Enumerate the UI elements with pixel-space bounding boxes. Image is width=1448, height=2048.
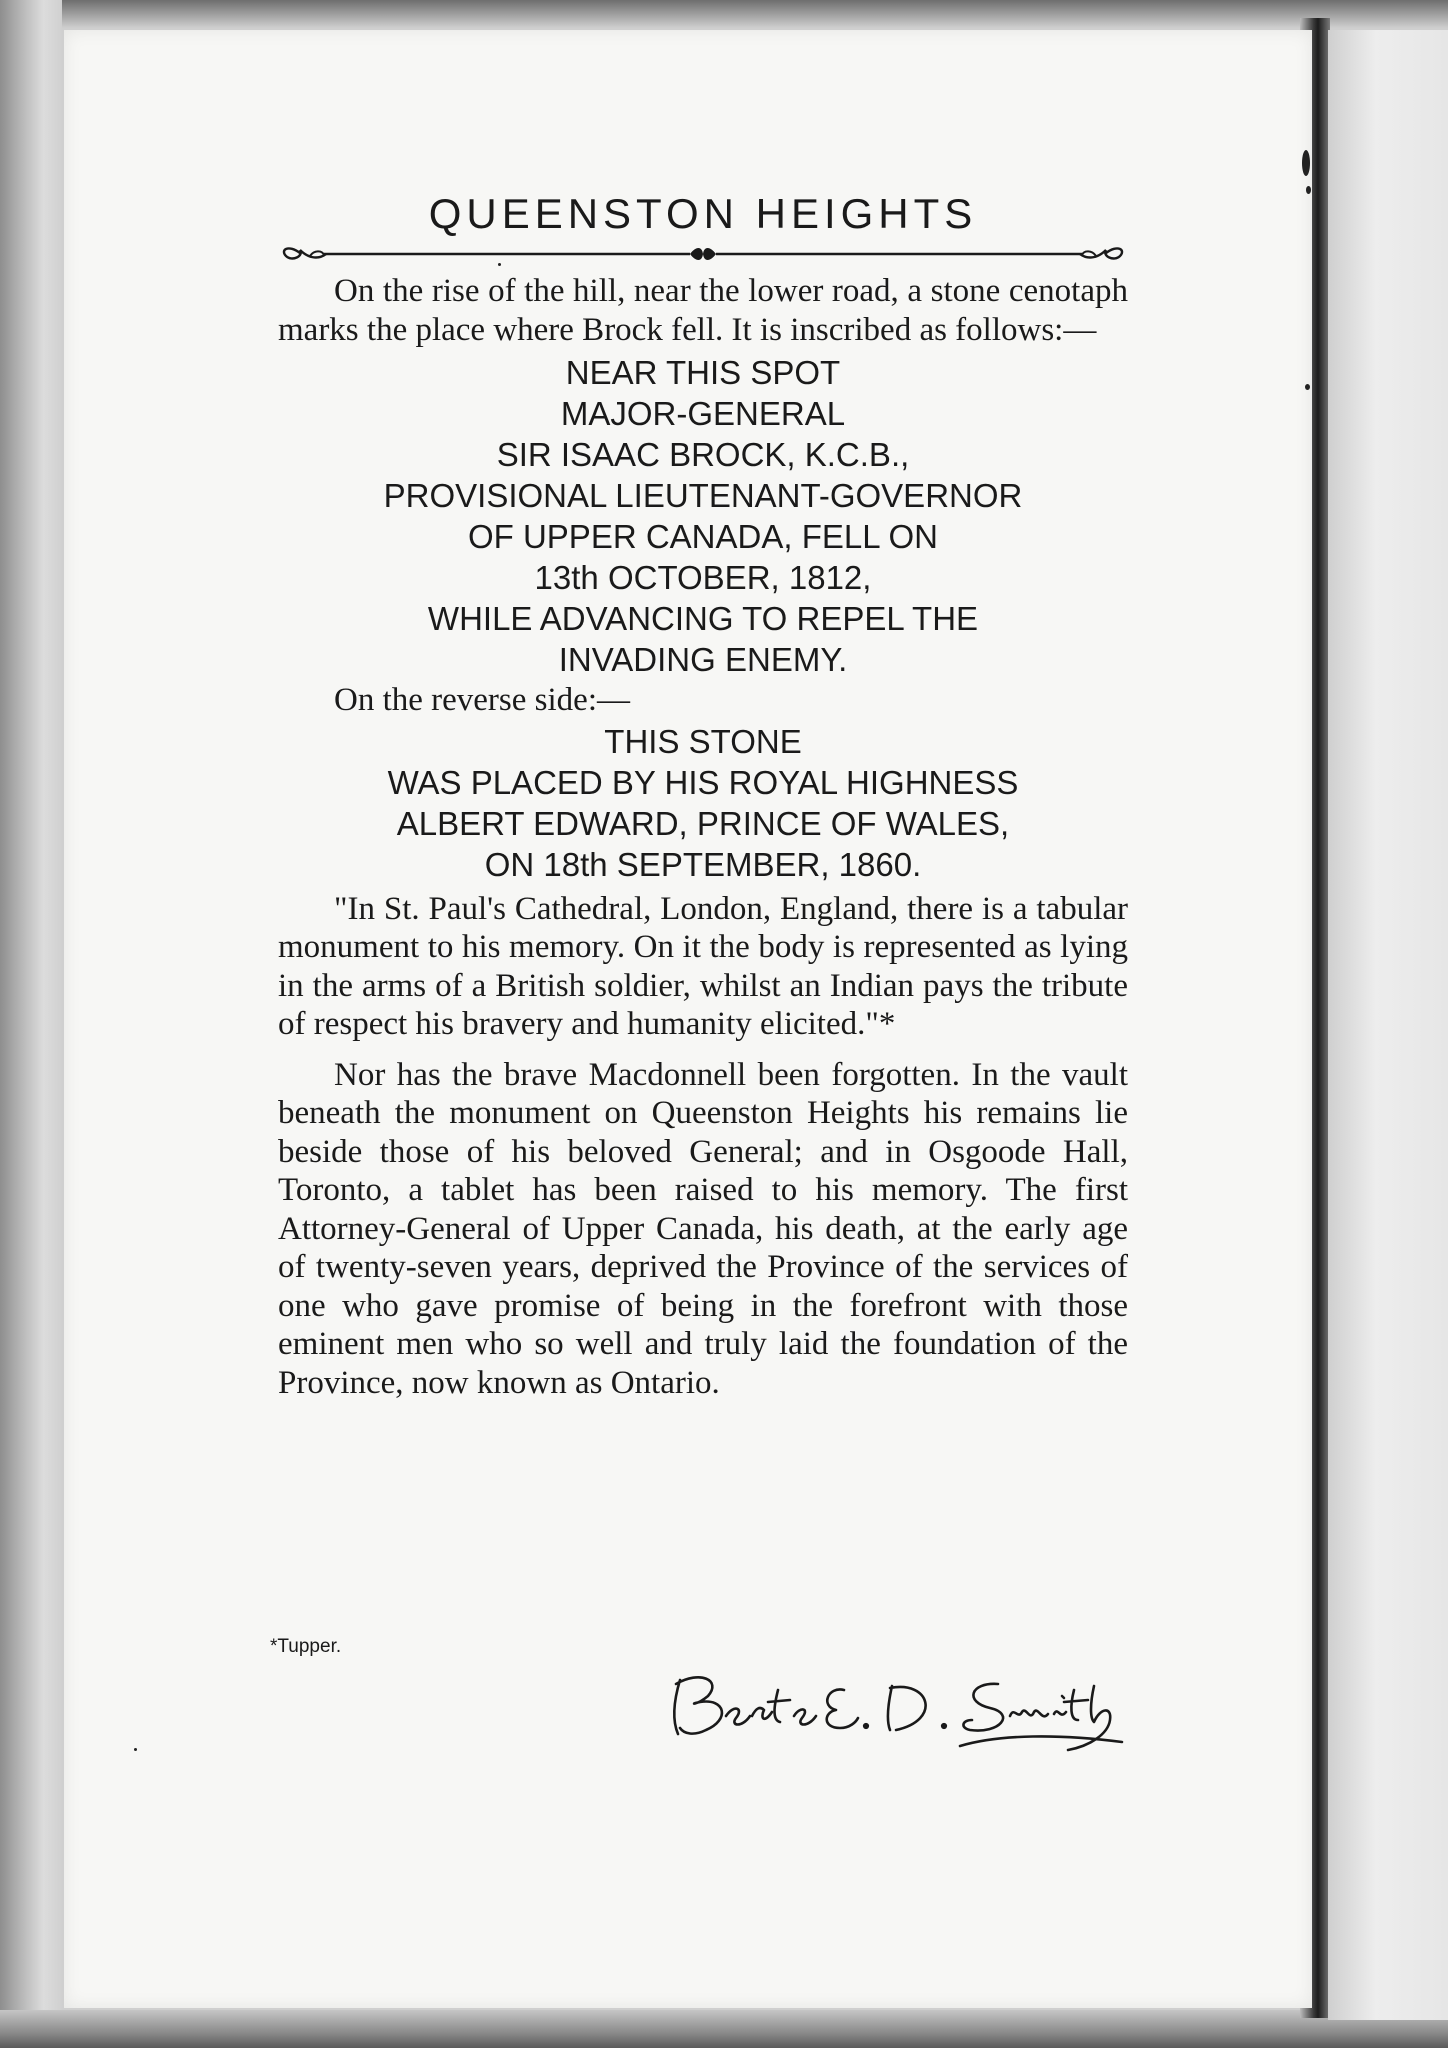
inscription-line: WAS PLACED BY HIS ROYAL HIGHNESS bbox=[387, 763, 1019, 801]
inscription-line: OF UPPER CANADA, FELL ON bbox=[467, 518, 939, 555]
reverse-side-intro: On the reverse side:— bbox=[334, 682, 630, 718]
inscription-line: INVADING ENEMY. bbox=[558, 641, 848, 678]
inscription-line: ALBERT EDWARD, PRINCE OF WALES, bbox=[396, 804, 1010, 842]
page-content bbox=[278, 190, 1128, 1402]
front-inscription bbox=[278, 353, 1128, 679]
inscription-line: 13th OCTOBER, 1812, bbox=[534, 559, 872, 596]
inscription-line: NEAR THIS SPOT bbox=[565, 354, 841, 391]
inscription-line: ON 18th SEPTEMBER, 1860. bbox=[484, 845, 922, 883]
inscription-line: WHILE ADVANCING TO REPEL THE bbox=[427, 600, 979, 637]
footnote: *Tupper. bbox=[270, 1636, 342, 1657]
macdonnell-paragraph: Nor has the brave Macdonnell been forgotten. In the vault beneath the monument on Queenston Heights his remains lie beside those of his beloved General; and in Osgoode Hall, Toronto, a tablet has been raised to his memory. The first Attorney-General of Upper Canada, his death, at the early age of twenty-seven years, deprived the Province of the services of one who gave promise of being in the forefront with those eminent men who so well and truly laid the foundation of the Province, now known as Ontario. bbox=[278, 1056, 1128, 1401]
handwritten-signature bbox=[660, 1650, 1140, 1760]
intro-paragraph: On the rise of the hill, near the lower road, a stone cenotaph marks the place where Brock fell. It is inscribed as follows:— bbox=[278, 273, 1128, 348]
page-bottom-edge bbox=[0, 2010, 1448, 2048]
ink-speck bbox=[1302, 150, 1310, 176]
inscription-line: THIS STONE bbox=[604, 722, 802, 760]
ink-speck bbox=[1306, 186, 1311, 194]
inscription-line: PROVISIONAL LIEUTENANT-GOVERNOR bbox=[383, 477, 1023, 514]
page-top-edge bbox=[0, 0, 1448, 28]
cathedral-paragraph: "In St. Paul's Cathedral, London, England, there is a tabular monument to his memory. On it the body is represented as lying in the arms of a British soldier, whilst an Indian pays the tribute of respect his bravery and humanity elicited."* bbox=[278, 890, 1128, 1042]
reverse-inscription bbox=[278, 722, 1128, 884]
ink-speck bbox=[134, 1748, 137, 1751]
page-left-edge bbox=[0, 0, 62, 2048]
title-ornament-rule bbox=[278, 236, 1128, 270]
ink-speck bbox=[1305, 384, 1310, 390]
inscription-line: SIR ISAAC BROCK, K.C.B., bbox=[496, 436, 910, 473]
facing-page-edge bbox=[1328, 30, 1448, 2020]
page-title: QUEENSTON HEIGHTS bbox=[428, 190, 978, 237]
inscription-line: MAJOR-GENERAL bbox=[560, 395, 846, 432]
